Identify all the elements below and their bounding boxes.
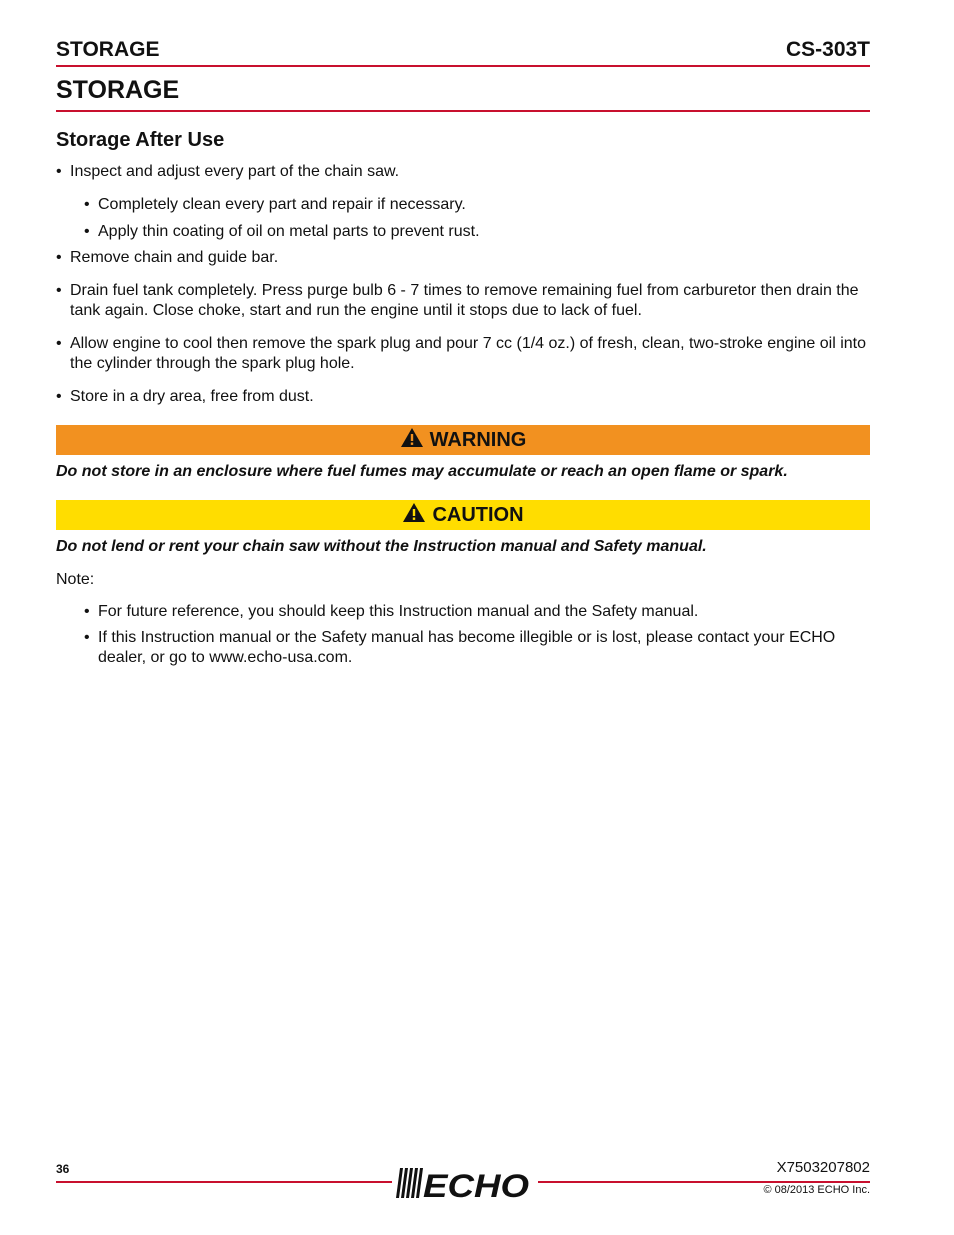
caution-text: Do not lend or rent your chain saw without the Instruction manual and Safety manual. [56, 538, 707, 555]
copyright: © 08/2013 ECHO Inc. [763, 1184, 870, 1196]
warning-triangle-icon [400, 427, 424, 454]
header-section: STORAGE [56, 38, 160, 61]
section-subtitle: Storage After Use [56, 129, 225, 151]
list-item: • Apply thin coating of oil on metal parts to prevent rust. [84, 223, 480, 240]
list-item: • Store in a dry area, free from dust. [56, 388, 314, 405]
title-rule [56, 110, 870, 112]
running-header [56, 30, 870, 62]
warning-label: WARNING [429, 428, 527, 451]
bullet-dot: • [56, 335, 62, 352]
caution-banner [56, 500, 870, 530]
page-number: 36 [56, 1162, 70, 1176]
warning-banner [56, 425, 870, 455]
caution-triangle-icon [402, 502, 426, 529]
footer-rule-left [56, 1181, 392, 1183]
list-item: • If this Instruction manual or the Safety manual has become illegible or is lost, please contact your ECHO dealer, or go to www.echo-usa.com. [84, 629, 836, 666]
header-rule [56, 65, 870, 67]
page-title: STORAGE [56, 76, 180, 104]
list-item: • Completely clean every part and repair if necessary. [84, 196, 466, 213]
bullet-dot: • [56, 163, 62, 180]
list-item: • Remove chain and guide bar. [56, 249, 279, 266]
bullet-dot: • [56, 282, 62, 299]
list-item: • For future reference, you should keep this Instruction manual and the Safety manual. [84, 603, 699, 620]
caution-label: CAUTION [432, 503, 524, 526]
list-item: • Inspect and adjust every part of the chain saw. [56, 163, 400, 180]
list-item: • Allow engine to cool then remove the spark plug and pour 7 cc (1/4 oz.) of fresh, clean, two-stroke engine oil into the cylinder through the spark plug hole. [56, 335, 866, 372]
note-label: Note: [56, 571, 95, 588]
bullet-dot: • [56, 249, 62, 266]
bullet-dot: • [84, 603, 90, 620]
warning-text: Do not store in an enclosure where fuel fumes may accumulate or reach an open flame or spark. [56, 463, 788, 480]
part-number: X7503207802 [776, 1159, 870, 1176]
echo-logo [394, 1166, 534, 1200]
bullet-dot: • [84, 629, 90, 646]
footer-rule-right [538, 1181, 870, 1183]
note-block [56, 570, 870, 668]
bullet-dot: • [56, 388, 62, 405]
bullet-dot: • [84, 196, 90, 213]
echo-logo-text: ECHO [423, 1168, 530, 1200]
header-model: CS-303T [785, 38, 870, 61]
bullet-list [56, 162, 870, 407]
bullet-dot: • [84, 223, 90, 240]
list-item: • Drain fuel tank completely. Press purge bulb 6 - 7 times to remove remaining fuel from carburetor then drain the tank again. Close choke, start and run the engine until it stops due to lack of fuel. [56, 282, 859, 319]
